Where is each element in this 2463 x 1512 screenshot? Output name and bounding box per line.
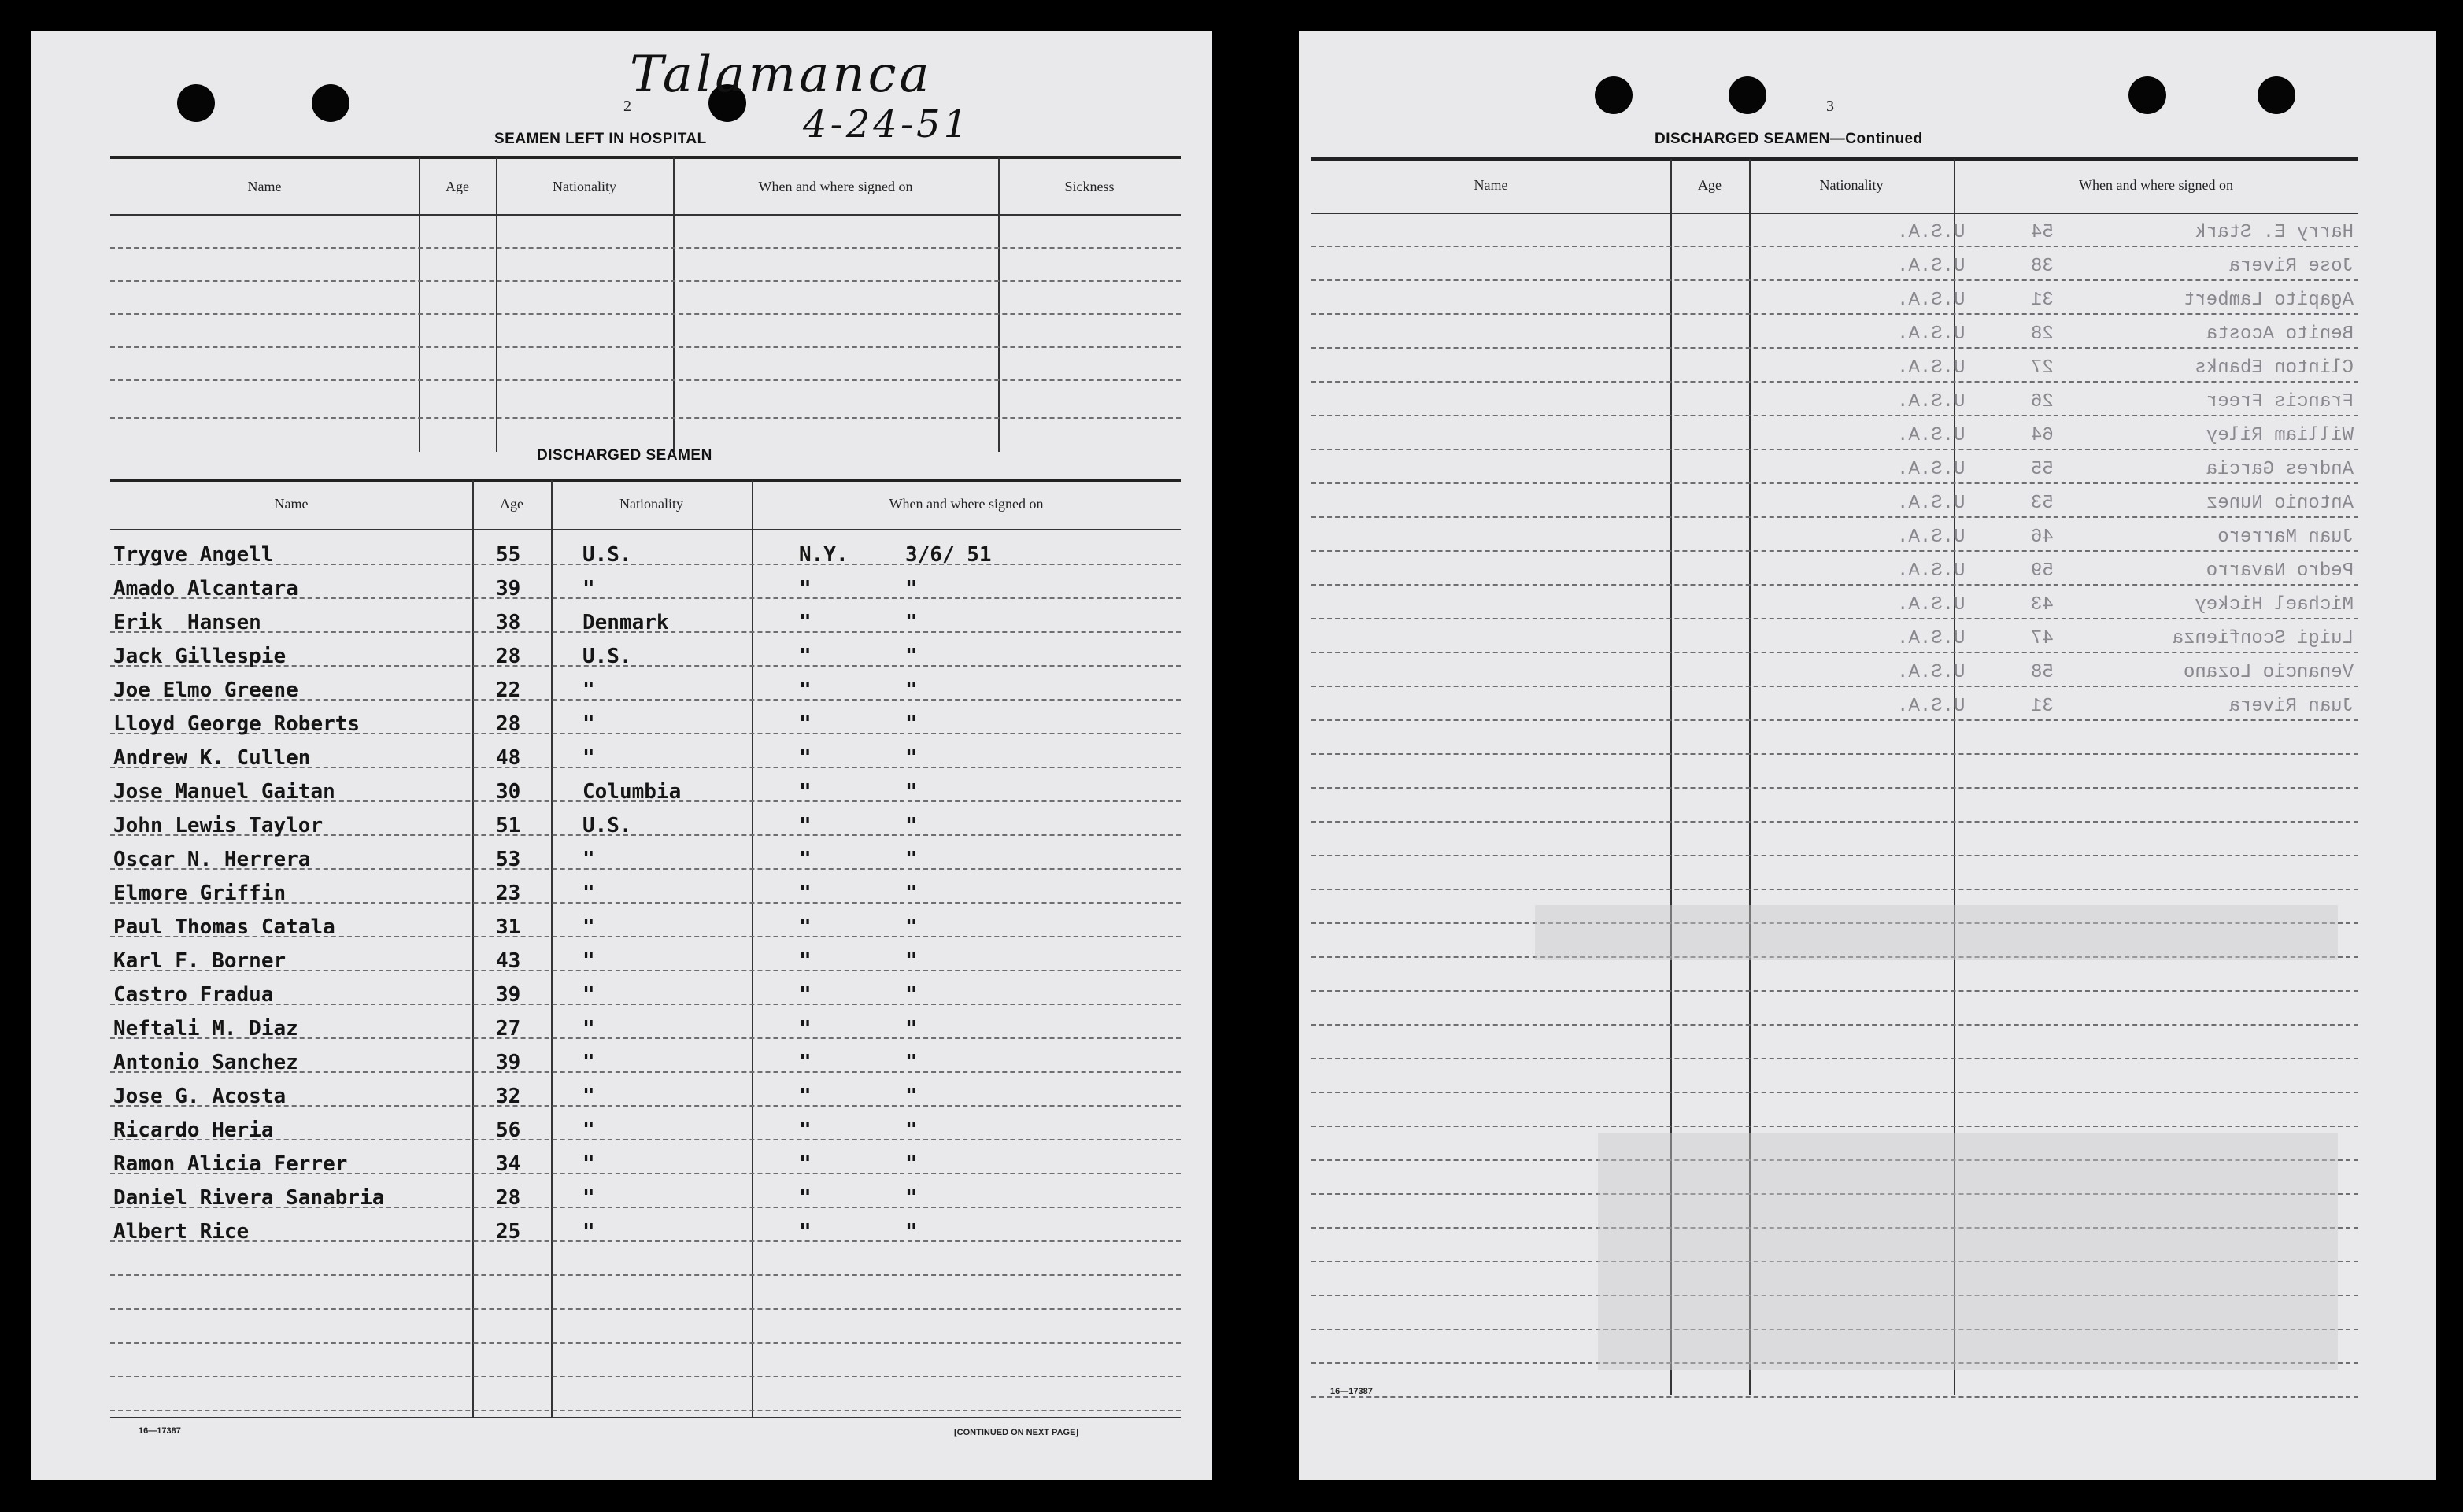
seaman-age: 30: [496, 780, 521, 804]
seaman-nationality: Columbia: [582, 780, 682, 804]
continued-section-title: DISCHARGED SEAMEN—Continued: [1655, 131, 1923, 147]
ruled-line: [1311, 1396, 2358, 1398]
bleed-age: 58: [2031, 662, 2054, 683]
column-rule: [998, 157, 1000, 452]
signed-on-date: ": [905, 645, 918, 668]
ruled-line: [1311, 855, 2358, 856]
discharged-header-name: Name: [274, 496, 309, 512]
ruled-line: [1311, 753, 2358, 755]
signed-on-port: ": [799, 1118, 812, 1142]
seaman-nationality: ": [582, 1220, 595, 1244]
page-number: 3: [1826, 98, 1834, 115]
seaman-age: 51: [496, 814, 521, 837]
signed-on-date: ": [905, 949, 918, 973]
seaman-name: John Lewis Taylor: [113, 814, 324, 837]
ruled-line: [1311, 686, 2358, 687]
column-rule: [496, 157, 497, 452]
hospital-section-title: SEAMEN LEFT IN HOSPITAL: [494, 131, 707, 147]
signed-on-port: ": [799, 882, 812, 905]
hospital-header-nationality: Nationality: [553, 179, 616, 194]
seaman-name: Trygve Angell: [113, 543, 274, 567]
bleed-name: William Riley: [2206, 425, 2354, 446]
seaman-age: 28: [496, 1186, 521, 1210]
bleed-name: Francis Freer: [2206, 391, 2354, 412]
seaman-name: Elmore Griffin: [113, 882, 287, 905]
column-rule: [673, 157, 675, 452]
bleed-name: Benito Acosta: [2206, 323, 2354, 345]
seaman-name: Andrew K. Cullen: [113, 746, 311, 770]
seaman-name: Lloyd George Roberts: [113, 712, 361, 736]
seaman-age: 32: [496, 1085, 521, 1108]
hospital-header-sickness: Sickness: [1064, 179, 1115, 194]
seaman-age: 53: [496, 848, 521, 871]
ruled-line: [1311, 584, 2358, 586]
seaman-nationality: ": [582, 1051, 595, 1074]
ruled-line: [1311, 415, 2358, 416]
signed-on-date: ": [905, 611, 918, 634]
bleed-name: Juan Marrero: [2217, 527, 2354, 548]
bleed-through-paragraph: [1535, 905, 2338, 960]
bleed-nationality: U.S.A.: [1897, 222, 1966, 243]
signed-on-port: ": [799, 1152, 812, 1176]
signed-on-port: ": [799, 814, 812, 837]
seaman-nationality: ": [582, 746, 595, 770]
seaman-age: 48: [496, 746, 521, 770]
punch-hole: [312, 84, 349, 122]
signed-on-date: ": [905, 746, 918, 770]
form-number: 16—17387: [139, 1426, 181, 1436]
seaman-age: 56: [496, 1118, 521, 1142]
signed-on-date: ": [905, 780, 918, 804]
bleed-nationality: U.S.A.: [1897, 662, 1966, 683]
table-rule: [110, 529, 1181, 530]
seaman-age: 39: [496, 983, 521, 1007]
signed-on-port: ": [799, 678, 812, 702]
seaman-age: 28: [496, 712, 521, 736]
signed-on-date: ": [905, 882, 918, 905]
signed-on-port: ": [799, 780, 812, 804]
seaman-name: Daniel Rivera Sanabria: [113, 1186, 385, 1210]
bleed-name: Jose Rivera: [2228, 256, 2354, 277]
signed-on-port: ": [799, 915, 812, 939]
seaman-age: 39: [496, 577, 521, 601]
seaman-age: 28: [496, 645, 521, 668]
ruled-line: [1311, 482, 2358, 484]
ruled-line: [1311, 279, 2358, 281]
continued-header-name: Name: [1474, 177, 1508, 193]
ruled-line: [1311, 1092, 2358, 1093]
table-rule: [110, 1417, 1181, 1418]
bleed-age: 31: [2031, 290, 2054, 311]
seaman-nationality: ": [582, 712, 595, 736]
signed-on-date: ": [905, 1118, 918, 1142]
column-rule: [419, 157, 420, 452]
seaman-name: Paul Thomas Catala: [113, 915, 335, 939]
ruled-line: [1311, 889, 2358, 890]
ruled-line: [1311, 821, 2358, 823]
bleed-nationality: U.S.A.: [1897, 459, 1966, 480]
seaman-age: 31: [496, 915, 521, 939]
bleed-name: Pedro Navarro: [2206, 560, 2354, 582]
ruled-line: [110, 313, 1181, 315]
seaman-age: 23: [496, 882, 521, 905]
seaman-age: 34: [496, 1152, 521, 1176]
ruled-line: [1311, 1024, 2358, 1026]
bleed-nationality: U.S.A.: [1897, 594, 1966, 616]
bleed-name: Agapito Lambert: [2183, 290, 2354, 311]
signed-on-port: ": [799, 746, 812, 770]
seaman-age: 25: [496, 1220, 521, 1244]
table-rule: [110, 214, 1181, 216]
seaman-name: Jose G. Acosta: [113, 1085, 287, 1108]
bleed-age: 54: [2031, 222, 2054, 243]
table-rule: [110, 479, 1181, 482]
bleed-nationality: U.S.A.: [1897, 696, 1966, 717]
signed-on-date: ": [905, 983, 918, 1007]
seaman-age: 22: [496, 678, 521, 702]
seaman-nationality: U.S.: [582, 543, 632, 567]
ruled-line: [110, 1410, 1181, 1411]
bleed-age: 26: [2031, 391, 2054, 412]
seaman-nationality: ": [582, 848, 595, 871]
seaman-nationality: ": [582, 882, 595, 905]
discharged-section-title: DISCHARGED SEAMEN: [537, 447, 712, 464]
seaman-nationality: ": [582, 1152, 595, 1176]
ruled-line: [1311, 516, 2358, 518]
table-rule: [110, 156, 1181, 159]
ruled-line: [110, 379, 1181, 381]
signed-on-date: ": [905, 712, 918, 736]
bleed-age: 55: [2031, 459, 2054, 480]
punch-hole: [1729, 76, 1766, 114]
signed-on-date: ": [905, 848, 918, 871]
bleed-age: 27: [2031, 357, 2054, 379]
continued-header-signed-on: When and where signed on: [2079, 177, 2233, 193]
page-number: 2: [623, 98, 631, 115]
signed-on-port: ": [799, 848, 812, 871]
signed-on-date: ": [905, 678, 918, 702]
ruled-line: [1311, 246, 2358, 247]
column-rule: [752, 480, 753, 1418]
bleed-name: Michael Hickey: [2195, 594, 2354, 616]
bleed-name: Venancio Lozano: [2183, 662, 2354, 683]
seaman-nationality: U.S.: [582, 645, 632, 668]
seaman-nationality: ": [582, 949, 595, 973]
bleed-nationality: U.S.A.: [1897, 391, 1966, 412]
bleed-name: Clinton Ebanks: [2195, 357, 2354, 379]
ruled-line: [1311, 990, 2358, 992]
ruled-line: [110, 247, 1181, 249]
bleed-age: 38: [2031, 256, 2054, 277]
hospital-header-name: Name: [247, 179, 282, 194]
punch-hole: [2128, 76, 2166, 114]
seaman-nationality: ": [582, 1186, 595, 1210]
seaman-nationality: U.S.: [582, 814, 632, 837]
seaman-nationality: ": [582, 1118, 595, 1142]
signed-on-port: ": [799, 611, 812, 634]
continued-header-nationality: Nationality: [1819, 177, 1884, 193]
bleed-through-paragraph: [1598, 1133, 2338, 1370]
ruled-line: [1311, 787, 2358, 789]
bleed-age: 46: [2031, 527, 2054, 548]
signed-on-date: ": [905, 1085, 918, 1108]
bleed-age: 64: [2031, 425, 2054, 446]
seaman-name: Ramon Alicia Ferrer: [113, 1152, 348, 1176]
seaman-name: Joe Elmo Greene: [113, 678, 298, 702]
bleed-age: 59: [2031, 560, 2054, 582]
punch-hole: [1595, 76, 1633, 114]
ruled-line: [110, 1274, 1181, 1276]
ruled-line: [110, 1240, 1181, 1242]
right-page: [1299, 31, 2436, 1480]
seaman-name: Oscar N. Herrera: [113, 848, 311, 871]
seaman-nationality: Denmark: [582, 611, 669, 634]
seaman-name: Ricardo Heria: [113, 1118, 274, 1142]
ruled-line: [1311, 1058, 2358, 1059]
ruled-line: [1311, 550, 2358, 552]
table-rule: [1311, 213, 2358, 214]
ruled-line: [110, 417, 1181, 419]
punch-hole: [177, 84, 215, 122]
seaman-age: 27: [496, 1017, 521, 1041]
bleed-nationality: U.S.A.: [1897, 628, 1966, 649]
seaman-age: 43: [496, 949, 521, 973]
hospital-header-age: Age: [446, 179, 469, 194]
discharged-header-nationality: Nationality: [619, 496, 683, 512]
continued-header-age: Age: [1698, 177, 1722, 193]
seaman-name: Erik Hansen: [113, 611, 261, 634]
bleed-age: 28: [2031, 323, 2054, 345]
seaman-age: 39: [496, 1051, 521, 1074]
signed-on-port: ": [799, 949, 812, 973]
ruled-line: [110, 1308, 1181, 1310]
seaman-nationality: ": [582, 678, 595, 702]
bleed-name: Juan Rivera: [2228, 696, 2354, 717]
bleed-nationality: U.S.A.: [1897, 357, 1966, 379]
ruled-line: [110, 1376, 1181, 1377]
signed-on-port: ": [799, 1017, 812, 1041]
signed-on-port: ": [799, 1085, 812, 1108]
hospital-header-signed-on: When and where signed on: [758, 179, 913, 194]
seaman-name: Karl F. Borner: [113, 949, 287, 973]
signed-on-date: ": [905, 577, 918, 601]
signed-on-date: ": [905, 1051, 918, 1074]
bleed-name: Harry E. Stark: [2195, 222, 2354, 243]
ruled-line: [1311, 381, 2358, 383]
bleed-age: 53: [2031, 493, 2054, 514]
signed-on-port: ": [799, 712, 812, 736]
ruled-line: [110, 346, 1181, 348]
signed-on-port: ": [799, 1051, 812, 1074]
ruled-line: [1311, 347, 2358, 349]
seaman-name: Castro Fradua: [113, 983, 274, 1007]
ruled-line: [1311, 449, 2358, 450]
seaman-nationality: ": [582, 577, 595, 601]
form-number: 16—17387: [1330, 1387, 1373, 1396]
seaman-name: Jose Manuel Gaitan: [113, 780, 335, 804]
column-rule: [472, 480, 474, 1418]
signed-on-date: ": [905, 1220, 918, 1244]
bleed-nationality: U.S.A.: [1897, 256, 1966, 277]
bleed-age: 31: [2031, 696, 2054, 717]
signed-on-port: ": [799, 1220, 812, 1244]
bleed-nationality: U.S.A.: [1897, 493, 1966, 514]
signed-on-date: ": [905, 1017, 918, 1041]
ruled-line: [110, 1342, 1181, 1344]
discharged-header-age: Age: [500, 496, 523, 512]
handwritten-date: 4-24-51: [803, 102, 971, 146]
column-rule: [551, 480, 553, 1418]
signed-on-date: ": [905, 915, 918, 939]
signed-on-port: N.Y.: [799, 543, 849, 567]
signed-on-port: ": [799, 645, 812, 668]
ruled-line: [1311, 719, 2358, 721]
ruled-line: [110, 280, 1181, 282]
seaman-name: Albert Rice: [113, 1220, 250, 1244]
seaman-name: Jack Gillespie: [113, 645, 287, 668]
seaman-nationality: ": [582, 1017, 595, 1041]
signed-on-date: ": [905, 1186, 918, 1210]
signed-on-date: ": [905, 1152, 918, 1176]
seaman-nationality: ": [582, 1085, 595, 1108]
bleed-name: Andres Garcia: [2206, 459, 2354, 480]
seaman-name: Amado Alcantara: [113, 577, 298, 601]
signed-on-port: ": [799, 577, 812, 601]
bleed-name: Antonio Nunez: [2206, 493, 2354, 514]
bleed-nationality: U.S.A.: [1897, 425, 1966, 446]
continued-note: [CONTINUED ON NEXT PAGE]: [954, 1428, 1079, 1437]
seaman-nationality: ": [582, 983, 595, 1007]
signed-on-port: ": [799, 1186, 812, 1210]
ruled-line: [1311, 1126, 2358, 1127]
seaman-nationality: ": [582, 915, 595, 939]
table-rule: [1311, 157, 2358, 161]
seaman-name: Antonio Sanchez: [113, 1051, 298, 1074]
handwritten-ship-name: Talamanca: [630, 46, 933, 104]
signed-on-date: ": [905, 814, 918, 837]
discharged-header-signed-on: When and where signed on: [889, 496, 1044, 512]
bleed-age: 43: [2031, 594, 2054, 616]
bleed-age: 47: [2031, 628, 2054, 649]
left-page: [31, 31, 1212, 1480]
ruled-line: [1311, 652, 2358, 653]
bleed-nationality: U.S.A.: [1897, 323, 1966, 345]
signed-on-port: ": [799, 983, 812, 1007]
seaman-name: Neftali M. Diaz: [113, 1017, 298, 1041]
bleed-name: Luigi Sconfienza: [2172, 628, 2354, 649]
bleed-nationality: U.S.A.: [1897, 527, 1966, 548]
punch-hole: [2258, 76, 2295, 114]
signed-on-date: 3/6/ 51: [905, 543, 992, 567]
bleed-nationality: U.S.A.: [1897, 290, 1966, 311]
seaman-age: 38: [496, 611, 521, 634]
ruled-line: [1311, 618, 2358, 619]
seaman-age: 55: [496, 543, 521, 567]
ruled-line: [1311, 313, 2358, 315]
bleed-nationality: U.S.A.: [1897, 560, 1966, 582]
